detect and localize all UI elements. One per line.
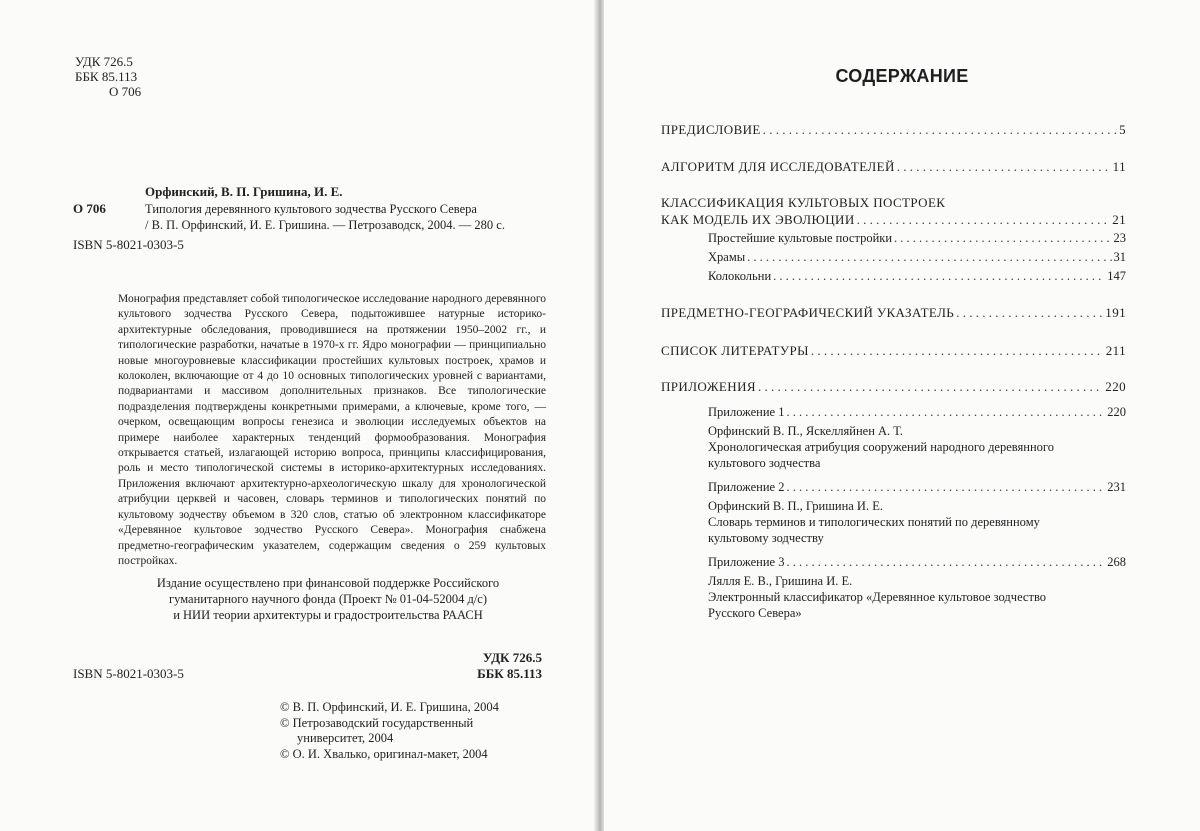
copyright-line: университет, 2004 [297,731,394,745]
toc-leader [811,343,1104,359]
toc-entry-label: ПРЕДИСЛОВИЕ [661,122,761,137]
toc-entry-page: 220 [1105,379,1126,394]
toc-entry-label: ПРИЛОЖЕНИЯ [661,379,756,394]
toc-leader [897,159,1111,175]
toc-entry-page: 211 [1105,343,1126,358]
toc-entry-page: 5 [1119,122,1126,137]
toc-subentry [708,405,1126,420]
copyright-line: © В. П. Орфинский, И. Е. Гришина, 2004 [280,700,499,714]
bbk-code: ББК 85.113 [75,69,138,84]
bbk-code: ББК 85.113 [477,666,542,681]
toc-entry-label: Приложение 3 [708,555,785,569]
toc-leader [786,405,1105,420]
toc-entry-label: Приложение 2 [708,480,785,494]
appendix-description: Электронный классификатор «Деревянное культовое зодчество [708,590,1047,604]
udk-code: УДК 726.5 [482,650,542,665]
toc-leader [763,122,1117,138]
toc-leader [758,379,1103,395]
toc-leader [894,231,1111,246]
toc-subentry [708,555,1126,570]
isbn-bottom: ISBN 5-8021-0303-5 [73,666,184,681]
contents-title: СОДЕРЖАНИЕ [835,66,969,86]
appendix-description: Русского Севера» [708,606,802,620]
appendix-description: культового зодчества [708,456,821,470]
toc-entry-label: Храмы [708,250,746,264]
contents-page [604,0,1200,831]
toc-entry [661,305,1126,321]
funding-note [118,575,538,623]
toc-entry [661,343,1126,359]
toc-leader [956,305,1103,321]
toc-entry-page: 21 [1112,212,1126,227]
toc-entry-page: 11 [1112,159,1126,174]
bibliographic-authors: Орфинский, В. П. Гришина, И. Е. [145,184,343,199]
funding-line: гуманитарного научного фонда (Проект № 01-04-52004 д/с) [168,592,488,606]
funding-line: и НИИ теории архитектуры и градостроительства РААСН [173,608,483,622]
toc-entry-label: КЛАССИФИКАЦИЯ КУЛЬТОВЫХ ПОСТРОЕК [661,195,946,210]
toc-subentry [708,269,1126,284]
toc-entry-label: СПИСОК ЛИТЕРАТУРЫ [661,343,809,358]
copyright-page [0,0,596,831]
toc-leader [786,555,1105,570]
isbn: ISBN 5-8021-0303-5 [73,237,184,252]
toc-entry-label: КАК МОДЕЛЬ ИХ ЭВОЛЮЦИИ [661,212,855,227]
bibliographic-title-line: Типология деревянного культового зодчества Русского Севера [145,202,477,216]
appendix-authors: Орфинский В. П., Яскелляйнен А. Т. [708,424,903,438]
copyright-notices [280,700,499,762]
abstract-text: Монография представляет собой типологическое исследование народного деревянного культового зодчества Русского Севера, подытожившее натурные историко-архитектурные обследования, проводившиеся на протяжении 1950–2002 гг., и типологические разработки, начатые в 1970-х гг. Ядро монографии — принципиально новые многоуровневые классификации простейших культовых построек, храмов и колоколен, включающие от 4 до 10 основных типологических уровней с вариантами, подвариантами и массивом дополнительных признаков. Все типологические подразделения подтверждены конкретными примерами, а ключевые, кроме того, — очерком, освещающим вопросы генезиса и эволюции исследуемых объектов на примере наиболее характерных тенденций формообразования. Монография открывается статьей, излагающей историю вопроса, принципы классифицирования, роль и место типологической системы в историко-архитектурных исследованиях. Приложения включают архитектурно-археологическую шкалу для хронологической атрибуции церквей и часовен, словарь терминов и типологических понятий по культовому зодчеству объемом в 320 слов, статью об электронном классификаторе «Деревянное культовое зодчество Русского Севера». Монография снабжена предметно-географическим указателем, содержащим сведения о 259 культовых постройках. [118,293,546,567]
toc-entry-label: Приложение 1 [708,405,785,419]
bibliographic-title-line: / В. П. Орфинский, И. Е. Гришина. — Петрозаводск, 2004. — 280 с. [145,218,505,232]
toc-leader [747,250,1111,265]
appendix-authors: Лялля Е. В., Гришина И. Е. [708,574,853,588]
author-code: О 706 [109,84,142,99]
toc-leader [773,269,1105,284]
bibliographic-title [145,201,545,233]
toc-entry-page: 23 [1113,231,1126,245]
abstract [118,292,546,569]
appendix-description: Словарь терминов и типологических понятий по деревянному [708,515,1040,529]
funding-line: Издание осуществлено при финансовой поддержке Российского [156,576,500,590]
appendix-description: культовому зодчеству [708,531,824,545]
classification-codes-bottom [450,650,542,682]
udk-code: УДК 726.5 [75,54,133,69]
toc-entry-page: 191 [1105,305,1126,320]
toc-entry-page: 268 [1107,555,1126,569]
classification-codes-top [75,54,141,99]
toc-entry-label: Простейшие культовые постройки [708,231,893,245]
toc-entry [661,122,1126,138]
toc-subentry [708,231,1126,246]
toc-entry [661,159,1126,175]
copyright-line: © Петрозаводский государственный [280,715,474,730]
toc-entry-page: 31 [1113,250,1126,264]
toc-entry-page: 220 [1107,405,1126,419]
appendix-description: Хронологическая атрибуция сооружений народного деревянного [708,440,1054,454]
toc-entry-page: 231 [1107,480,1126,494]
toc-entry-page: 147 [1107,269,1126,283]
toc-subentry [708,250,1126,265]
toc-entry-label: Колокольни [708,269,772,283]
copyright-line: © О. И. Хвалько, оригинал-макет, 2004 [280,746,488,761]
toc-entry-label: ПРЕДМЕТНО-ГЕОГРАФИЧЕСКИЙ УКАЗАТЕЛЬ [661,305,955,320]
bibliographic-code: О 706 [73,201,106,216]
toc-subentry [708,480,1126,495]
appendix-authors: Орфинский В. П., Гришина И. Е. [708,499,883,513]
toc-leader [857,212,1111,228]
toc-entry-label: АЛГОРИТМ ДЛЯ ИССЛЕДОВАТЕЛЕЙ [661,159,895,174]
toc-entry [661,379,1126,395]
toc-entry [661,212,1126,228]
toc-leader [786,480,1105,495]
